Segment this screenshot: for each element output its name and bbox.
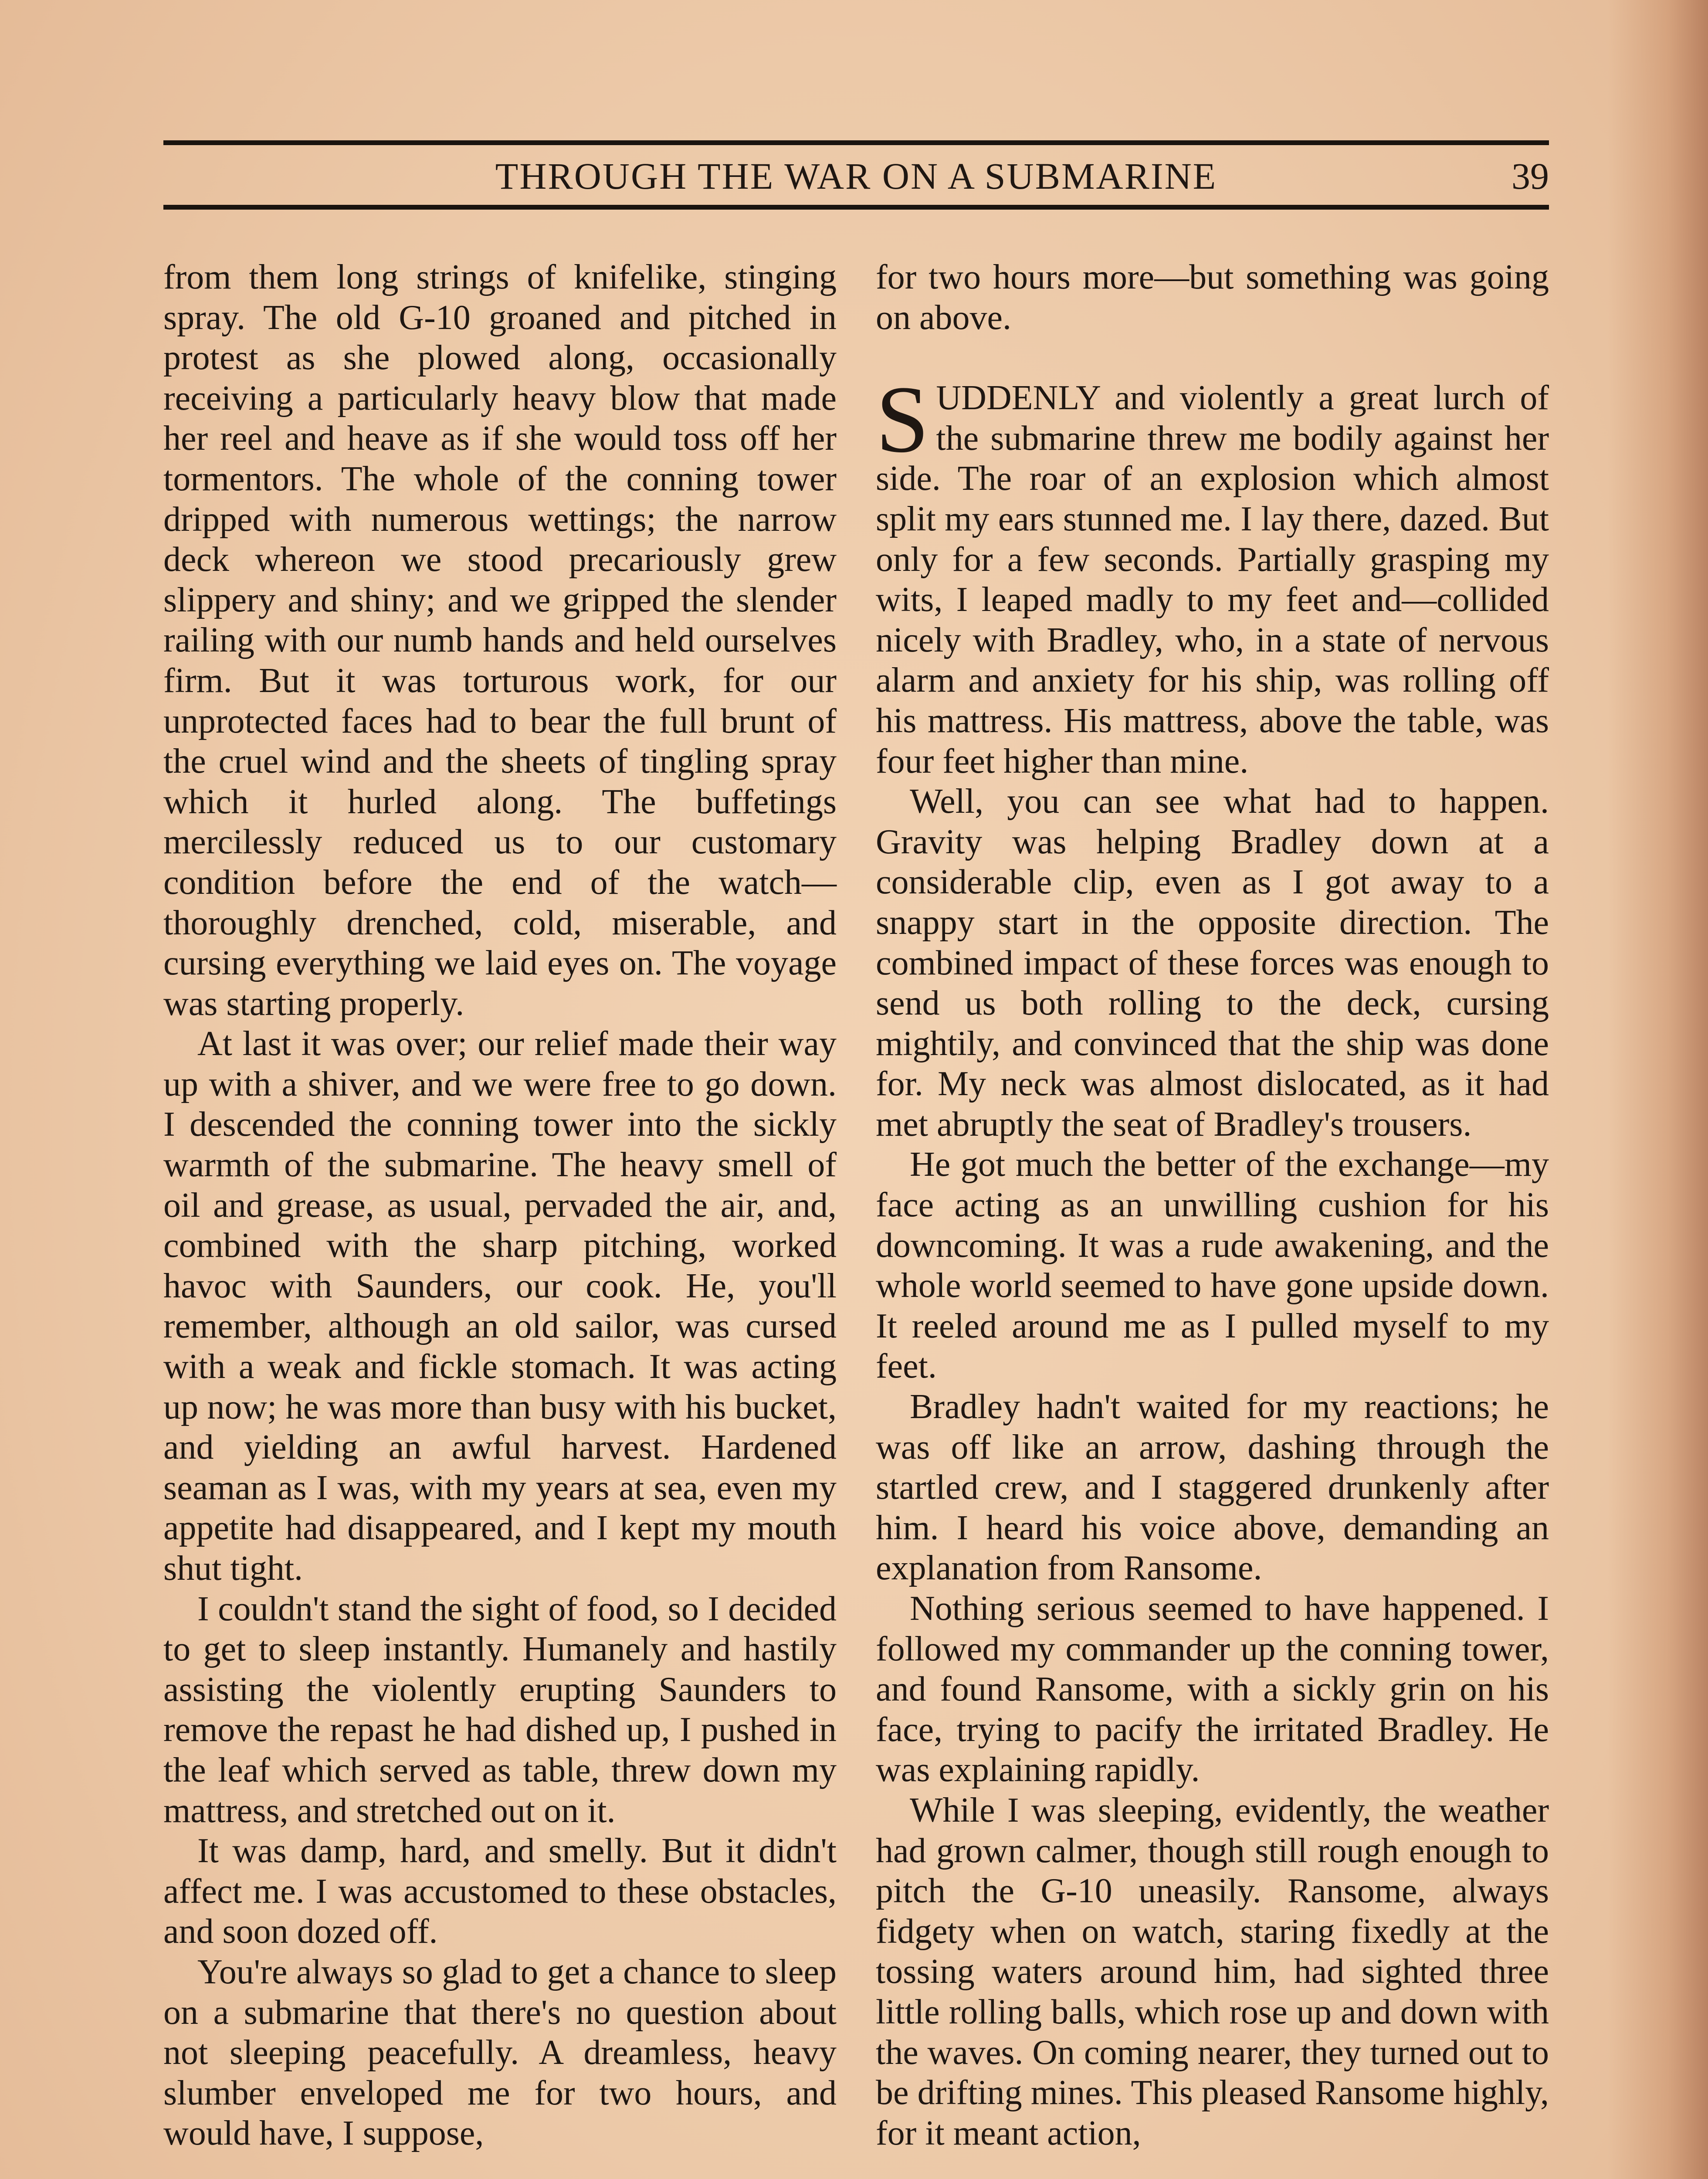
paragraph: You're always so glad to get a chance to sleep on a submarine that there's no question about not sleeping peacefully. A dreamless, heavy slumber enveloped me for two hours, and would have, I suppose,: [163, 1952, 837, 2153]
paragraph: from them long strings of knifelike, stinging spray. The old G-10 groaned and pitched in protest as she plowed along, occasionally receiving a particularly heavy blow that made her reel and heave as if she would toss off her tormentors. The whole of the conning tower dripped with numerous wettings; the narrow deck whereon we stood precariously grew slippery and shiny; and we gripped the slender railing with our numb hands and held ourselves firm. But it was torturous work, for our unprotected faces had to bear the full brunt of the cruel wind and the sheets of tingling spray which it hurled along. The buffetings mercilessly reduced us to our customary condition before the end of the watch—thoroughly drenched, cold, miserable, and cursing everything we laid eyes on. The voyage was starting properly.: [163, 258, 837, 1023]
right-column: [876, 257, 1549, 2153]
paragraph: He got much the better of the exchange—my face acting as an unwilling cushion for his downcoming. It was a rude awakening, and the whole world seemed to have gone upside down. It reeled around me as I pulled myself to my feet.: [876, 1145, 1549, 1386]
paragraph: While I was sleeping, evidently, the weather had grown calmer, though still rough enough to pitch the G-10 uneasily. Ransome, always fidgety when on watch, staring fixedly at the tossing waters around him, had sighted three little rolling balls, which rose up and down with the waves. On coming nearer, they turned out to be drifting mines. This pleased Ransome highly, for it meant action,: [876, 1791, 1549, 2152]
paragraph: It was damp, hard, and smelly. But it didn't affect me. I was accustomed to these obstacles, and soon dozed off.: [163, 1832, 837, 1951]
running-head: [163, 148, 1549, 205]
page-number: 39: [1511, 155, 1549, 197]
section-opening-paragraph: [876, 366, 1549, 781]
left-column: [163, 257, 837, 2154]
paragraph: At last it was over; our relief made their way up with a shiver, and we were free to go down. I descended the conning tower into the sickly warmth of the submarine. The heavy smell of oil and grease, as usual, pervaded the air, and, combined with the sharp pitching, worked havoc with Saunders, our cook. He, you'll remember, although an old sailor, was cursed with a weak and fickle stomach. It was acting up now; he was more than busy with his bucket, and yielding an awful harvest. Hardened seaman as I was, with my years at sea, even my appetite had disappeared, and I kept my mouth shut tight.: [163, 1025, 837, 1588]
header-rule-bottom: [163, 205, 1549, 210]
drop-cap: S: [876, 366, 929, 473]
paragraph: Nothing serious seemed to have happened. I followed my commander up the conning tower, and found Ransome, with a sickly grin on his face, trying to pacify the irritated Bradley. He was explaining rapidly.: [876, 1589, 1549, 1789]
paragraph: Well, you can see what had to happen. Gravity was helping Bradley down at a considerable clip, even as I got away to a snappy start in the opposite direction. The combined impact of these forces was enough to send us both rolling to the deck, cursing mightily, and convinced that the ship was done for. My neck was almost dislocated, as it had met abruptly the seat of Bradley's trousers.: [876, 782, 1549, 1144]
paragraph-text: UDDENLY and violently a great lurch of the submarine threw me bodily against her side. The roar of an explosion which almost split my ears stunned me. I lay there, dazed. But only for a few seconds. Partially grasping my wits, I leaped madly to my feet and—collided nicely with Bradley, who, in a state of nervous alarm and anxiety for his ship, was rolling off his mattress. His mattress, above the table, was four feet higher than mine.: [876, 379, 1549, 781]
page-edge-shadow: [1608, 0, 1708, 2179]
paragraph: I couldn't stand the sight of food, so I decided to get to sleep instantly. Humanely and hastily assisting the violently erupting Saunders to remove the repast he had dished up, I pushed in the leaf which served as table, threw down my mattress, and stretched out on it.: [163, 1589, 837, 1830]
header-rule-top: [163, 140, 1549, 145]
paragraph: for two hours more—but something was going on above.: [876, 258, 1549, 337]
paragraph: Bradley hadn't waited for my reactions; he was off like an arrow, dashing through the startled crew, and I staggered drunkenly after him. I heard his voice above, demanding an explanation from Ransome.: [876, 1388, 1549, 1588]
running-title: THROUGH THE WAR ON A SUBMARINE: [495, 155, 1217, 197]
